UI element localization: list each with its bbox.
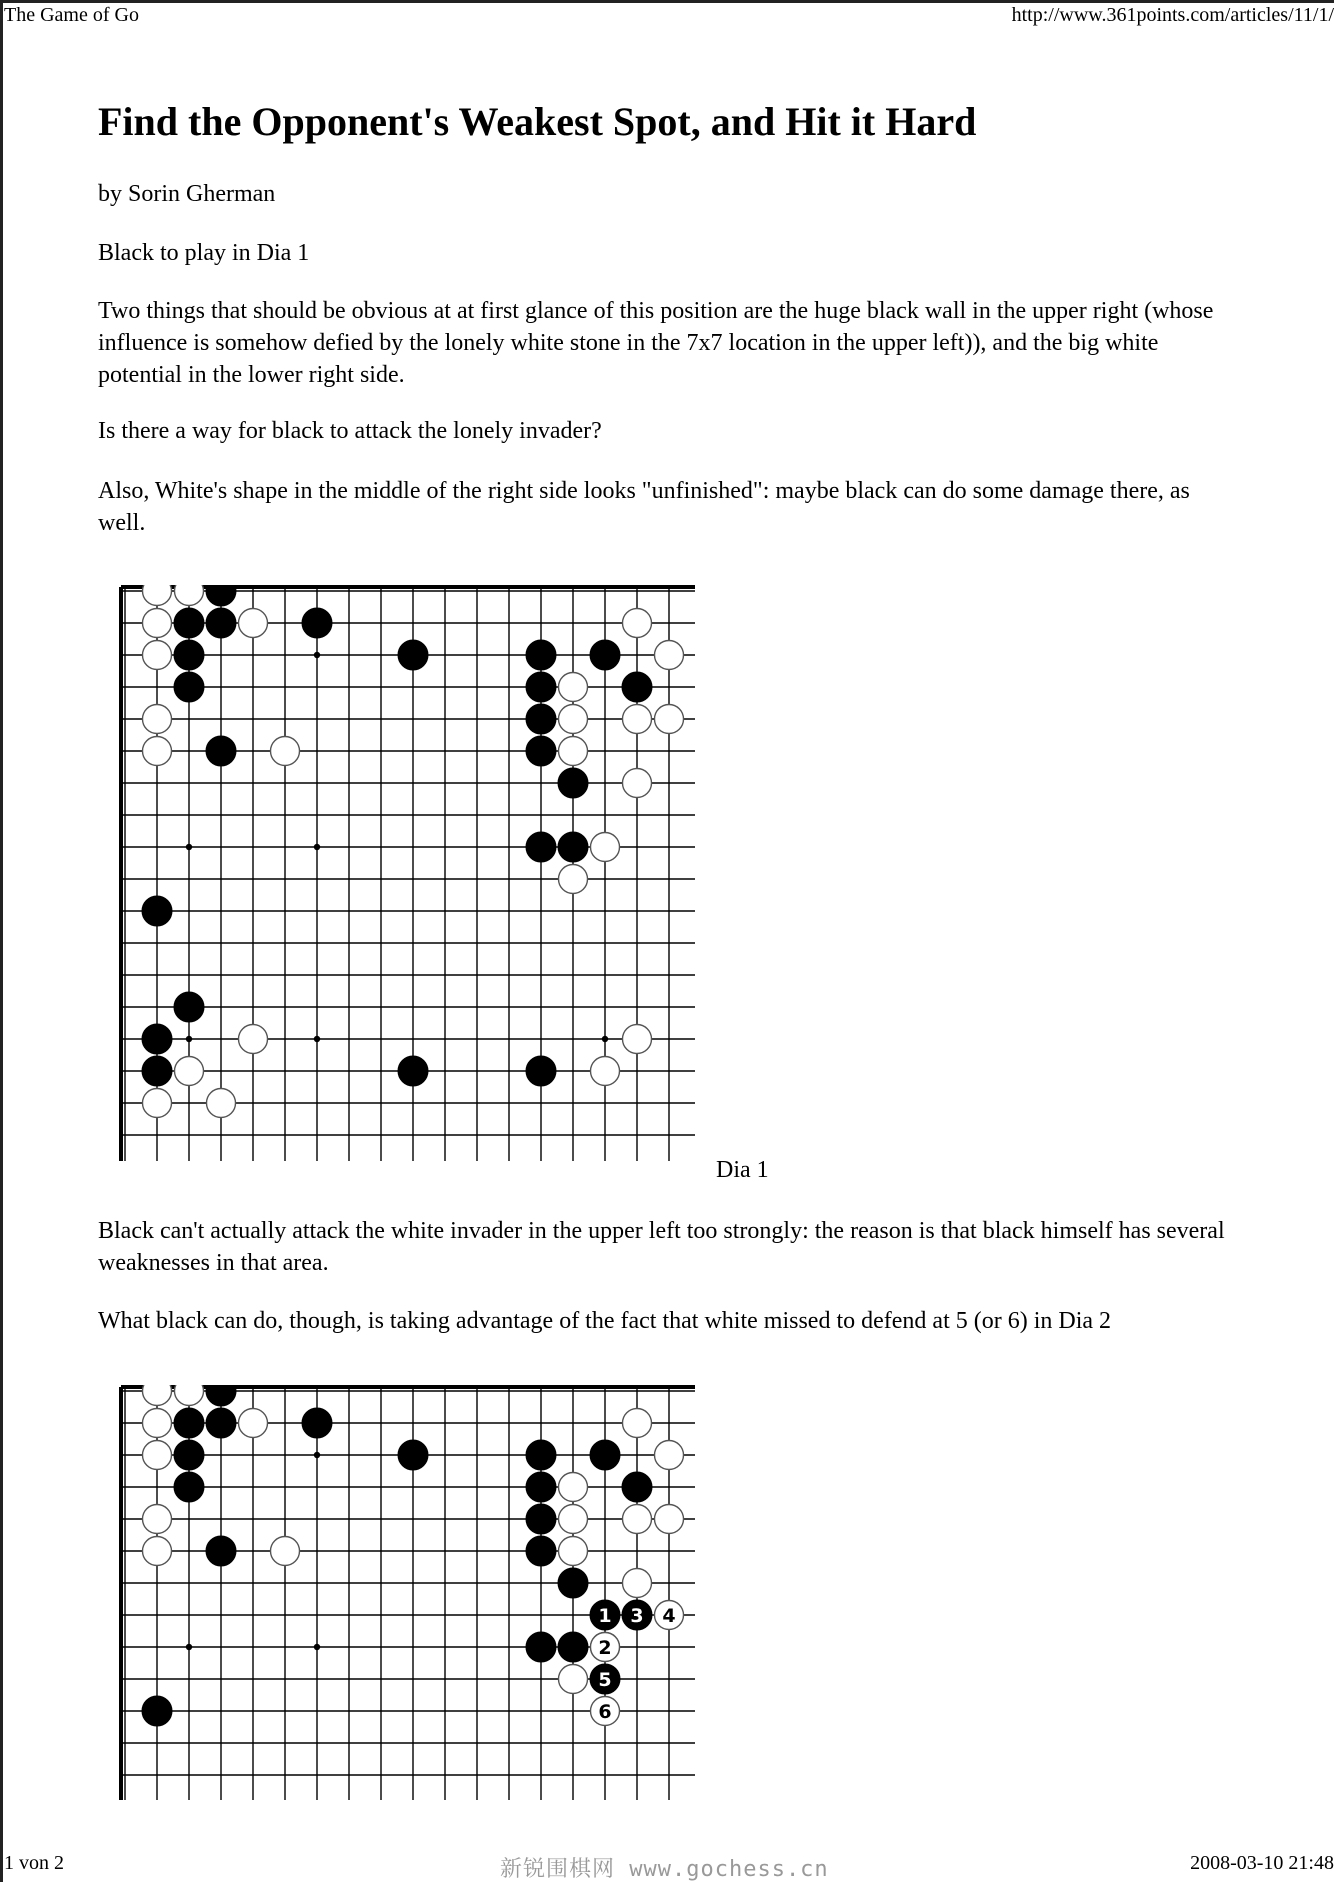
black-stone: [526, 640, 556, 670]
header-title: The Game of Go: [4, 4, 139, 26]
header-url: http://www.361points.com/articles/11/1/: [1011, 4, 1334, 26]
black-stone: [590, 1440, 620, 1470]
white-stone: [559, 1665, 588, 1694]
article-title-wrap: [98, 96, 976, 148]
black-stone: [142, 1024, 172, 1054]
white-stone: [143, 1089, 172, 1118]
black-stone: [558, 1568, 588, 1598]
footer-page-count: 1 von 2: [4, 1852, 64, 1874]
footer-watermark: 新锐围棋网 www.gochess.cn: [500, 1857, 829, 1882]
black-stone: [558, 832, 588, 862]
black-stone: [174, 1472, 204, 1502]
star-point: [314, 652, 320, 658]
article-title: Find the Opponent's Weakest Spot, and Hit it Hard: [98, 99, 977, 144]
para-black-to-play: Black to play in Dia 1: [98, 240, 310, 266]
white-stone: [143, 1385, 172, 1406]
move-number: 2: [598, 1637, 612, 1659]
white-stone: [623, 1569, 652, 1598]
para-two-things: Two things that should be obvious at at first glance of this position are the huge black wall in the upper right (whose influence is somehow defied by the lonely white stone in the 7x7 location in the upper left)), and the big white potential in the lower right side.: [98, 298, 1214, 388]
star-point: [186, 1036, 192, 1042]
black-stone: [206, 1385, 236, 1406]
white-stone: [143, 1409, 172, 1438]
move-number: 4: [662, 1605, 676, 1627]
white-stone: [559, 1473, 588, 1502]
black-stone: [206, 1408, 236, 1438]
para-what-black-can-do: What black can do, though, is taking advantage of the fact that white missed to defend at 5 (or 6) in Dia 2: [98, 1308, 1112, 1334]
white-stone: [175, 1057, 204, 1086]
black-stone: [142, 1056, 172, 1086]
white-stone: [143, 585, 172, 606]
black-stone: [174, 608, 204, 638]
white-stone: [591, 833, 620, 862]
white-stone: [239, 1409, 268, 1438]
white-stone: [143, 1441, 172, 1470]
white-stone: [175, 1385, 204, 1406]
white-stone: [207, 1089, 236, 1118]
white-stone: [655, 1441, 684, 1470]
black-stone: [558, 1632, 588, 1662]
white-stone: [655, 641, 684, 670]
black-stone: [622, 1472, 652, 1502]
white-stone: [559, 705, 588, 734]
white-stone: [559, 673, 588, 702]
black-stone: [206, 585, 236, 606]
black-stone: [174, 1408, 204, 1438]
black-stone: [398, 640, 428, 670]
black-stone: [526, 1472, 556, 1502]
white-stone: [655, 1505, 684, 1534]
black-stone: [174, 672, 204, 702]
white-stone: [143, 705, 172, 734]
black-stone: [558, 768, 588, 798]
black-stone: [302, 608, 332, 638]
white-stone: [143, 609, 172, 638]
white-stone: [143, 737, 172, 766]
black-stone: [206, 736, 236, 766]
star-point: [314, 844, 320, 850]
star-point: [602, 1036, 608, 1042]
white-stone: [271, 737, 300, 766]
white-stone: [623, 609, 652, 638]
white-stone: [239, 609, 268, 638]
star-point: [314, 1644, 320, 1650]
white-stone: [559, 1537, 588, 1566]
footer-timestamp: 2008-03-10 21:48: [1190, 1852, 1334, 1874]
move-number: 5: [598, 1669, 612, 1691]
white-stone: [143, 1505, 172, 1534]
white-stone: [559, 1505, 588, 1534]
white-stone: [559, 865, 588, 894]
black-stone: [206, 608, 236, 638]
black-stone: [526, 736, 556, 766]
black-stone: [174, 992, 204, 1022]
black-stone: [526, 1632, 556, 1662]
black-stone: [174, 1440, 204, 1470]
white-stone: [655, 705, 684, 734]
white-stone: [175, 585, 204, 606]
black-stone: [398, 1440, 428, 1470]
black-stone: [302, 1408, 332, 1438]
white-stone: [239, 1025, 268, 1054]
para-cannot-attack: Black can't actually attack the white invader in the upper left too strongly: the reason is that black himself has several weaknesses in that area.: [98, 1218, 1225, 1276]
move-number: 1: [598, 1605, 612, 1627]
black-stone: [526, 1056, 556, 1086]
black-stone: [142, 1696, 172, 1726]
black-stone: [526, 1536, 556, 1566]
black-stone: [526, 1504, 556, 1534]
white-stone: [143, 641, 172, 670]
black-stone: [174, 640, 204, 670]
move-number: 6: [598, 1701, 612, 1723]
black-stone: [142, 896, 172, 926]
white-stone: [623, 705, 652, 734]
para-white-shape: Also, White's shape in the middle of the right side looks "unfinished": maybe black can do some damage there, as well.: [98, 478, 1190, 536]
white-stone: [623, 1025, 652, 1054]
star-point: [186, 844, 192, 850]
black-stone: [526, 672, 556, 702]
star-point: [314, 1452, 320, 1458]
white-stone: [591, 1057, 620, 1086]
white-stone: [623, 769, 652, 798]
white-stone: [143, 1537, 172, 1566]
black-stone: [526, 1440, 556, 1470]
white-stone: [271, 1537, 300, 1566]
star-point: [186, 1644, 192, 1650]
white-stone: [559, 737, 588, 766]
go-diagram-2: [119, 1385, 695, 1800]
black-stone: [526, 832, 556, 862]
white-stone: [623, 1505, 652, 1534]
star-point: [314, 1036, 320, 1042]
black-stone: [590, 640, 620, 670]
move-number: 3: [630, 1605, 644, 1627]
black-stone: [526, 704, 556, 734]
author-line: by Sorin Gherman: [98, 181, 276, 207]
dia1-caption: Dia 1: [716, 1157, 769, 1183]
white-stone: [623, 1409, 652, 1438]
para-attack-invader: Is there a way for black to attack the lonely invader?: [98, 418, 602, 444]
go-diagram-1: [119, 585, 695, 1161]
black-stone: [206, 1536, 236, 1566]
black-stone: [622, 672, 652, 702]
black-stone: [398, 1056, 428, 1086]
